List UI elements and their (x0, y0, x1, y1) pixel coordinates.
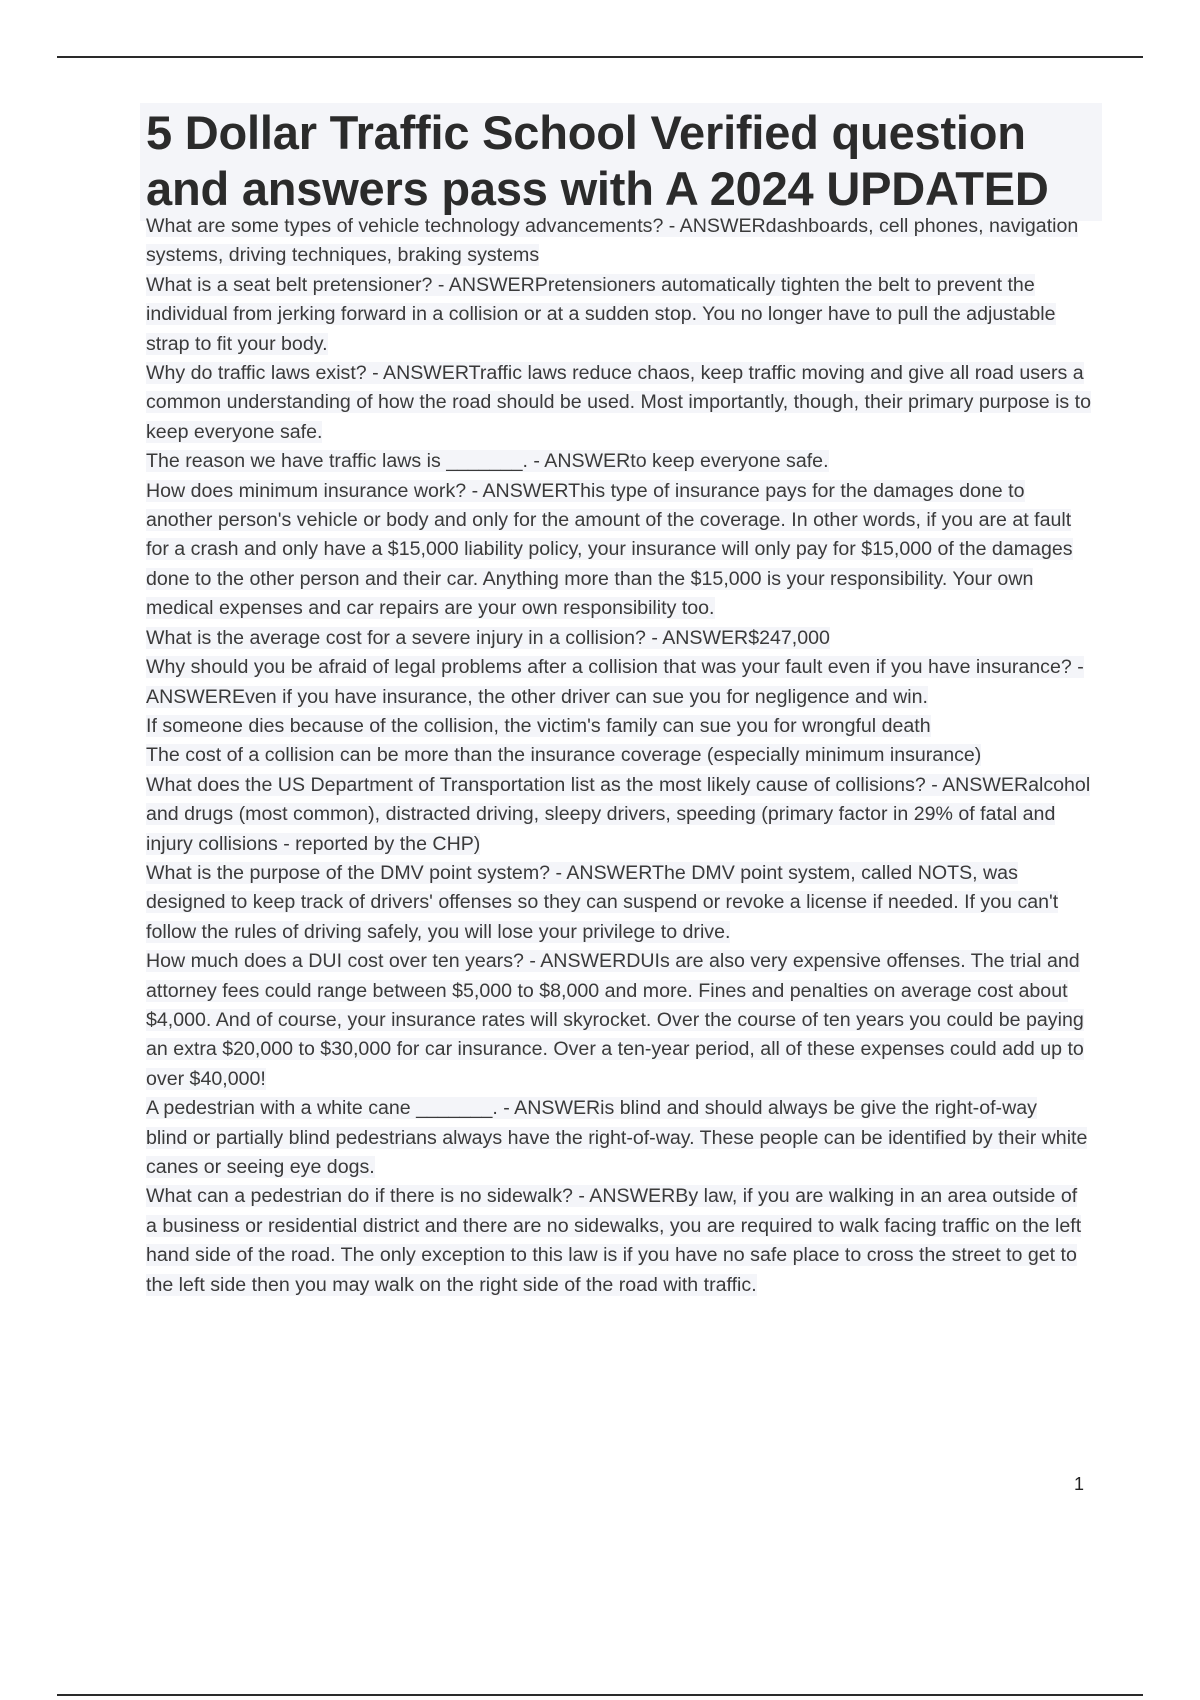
qa-paragraph-text: blind or partially blind pedestrians always have the right-of-way. These people can be identified by their white canes or seeing eye dogs. (146, 1126, 1088, 1178)
qa-paragraph-text: What are some types of vehicle technology advancements? - ANSWERdashboards, cell phones, navigation systems, driving techniques, braking systems (146, 215, 1079, 267)
qa-paragraph-12 (146, 947, 1091, 1094)
qa-paragraph-8 (146, 712, 1091, 741)
bottom-rule (57, 1694, 1143, 1696)
top-rule (57, 56, 1143, 58)
qa-paragraph-9 (146, 741, 1091, 770)
qa-paragraph-text: Why should you be afraid of legal problems after a collision that was your fault even if you have insurance? - ANSWEREven if you have insurance, the other driver can sue you for negligence and win. (146, 656, 1084, 708)
qa-paragraph-10 (146, 771, 1091, 859)
document-title: 5 Dollar Traffic School Verified question and answers pass with A 2024 UPDATED (140, 103, 1102, 221)
qa-paragraph-4 (146, 447, 1091, 476)
qa-paragraph-text: A pedestrian with a white cane _______. - ANSWERis blind and should always be give the right-of-way (146, 1097, 1037, 1120)
qa-paragraph-text: How does minimum insurance work? - ANSWERThis type of insurance pays for the damages done to another person's vehicle or body and only for the amount of the coverage. In other words, if you are at fault for a crash and only have a $15,000 liability policy, your insurance will only pay for $15,000 of the damages done to the other person and their car. Anything more than the $15,000 is your responsibility. Your own medical expenses and car repairs are your own responsibility too. (146, 479, 1073, 620)
qa-paragraph-1 (146, 212, 1091, 271)
qa-paragraph-6 (146, 624, 1091, 653)
qa-paragraph-text: The reason we have traffic laws is _______. - ANSWERto keep everyone safe. (146, 450, 829, 473)
qa-paragraph-text: What is a seat belt pretensioner? - ANSWERPretensioners automatically tighten the belt to prevent the individual from jerking forward in a collision or at a sudden stop. You no longer have to pull the adjustable strap to fit your body. (146, 273, 1056, 355)
qa-paragraph-14 (146, 1124, 1091, 1183)
qa-paragraph-5 (146, 477, 1091, 624)
qa-paragraph-text: What is the average cost for a severe injury in a collision? - ANSWER$247,000 (146, 626, 830, 649)
qa-paragraph-text: How much does a DUI cost over ten years? - ANSWERDUIs are also very expensive offenses. The trial and attorney fees could range between $5,000 to $8,000 and more. Fines and penalties on average cost about $4,000. And of course, your insurance rates will skyrocket. Over the course of ten years you could be paying an extra $20,000 to $30,000 for car insurance. Over a ten-year period, all of these expenses could add up to over $40,000! (146, 950, 1084, 1090)
qa-paragraph-text: If someone dies because of the collision, the victim's family can sue you for wrongful death (146, 714, 931, 737)
qa-paragraph-text: What can a pedestrian do if there is no sidewalk? - ANSWERBy law, if you are walking in an area outside of a business or residential district and there are no sidewalks, you are required to walk facing traffic on the left hand side of the road. The only exception to this law is if you have no safe place to cross the street to get to the left side then you may walk on the right side of the road with traffic. (146, 1185, 1082, 1296)
qa-paragraph-15 (146, 1182, 1091, 1300)
qa-body (146, 212, 1091, 1300)
qa-paragraph-2 (146, 271, 1091, 359)
page-number: 1 (1074, 1474, 1085, 1494)
qa-paragraph-text: What does the US Department of Transportation list as the most likely cause of collisions? - ANSWERalcohol and drugs (most common), distracted driving, sleepy drivers, speeding (primary factor in 29% of fatal and injury collisions - reported by the CHP) (146, 773, 1091, 855)
qa-paragraph-3 (146, 359, 1091, 447)
qa-paragraph-13 (146, 1094, 1091, 1123)
qa-paragraph-text: The cost of a collision can be more than the insurance coverage (especially minimum insurance) (146, 744, 982, 767)
qa-paragraph-11 (146, 859, 1091, 947)
qa-paragraph-text: Why do traffic laws exist? - ANSWERTraffic laws reduce chaos, keep traffic moving and give all road users a common understanding of how the road should be used. Most importantly, though, their primary purpose is to keep everyone safe. (146, 362, 1092, 443)
qa-paragraph-text: What is the purpose of the DMV point system? - ANSWERThe DMV point system, called NOTS, was designed to keep track of drivers' offenses so they can suspend or revoke a license if needed. If you can't follow the rules of driving safely, you will lose your privilege to drive. (146, 861, 1059, 943)
qa-paragraph-7 (146, 653, 1091, 712)
